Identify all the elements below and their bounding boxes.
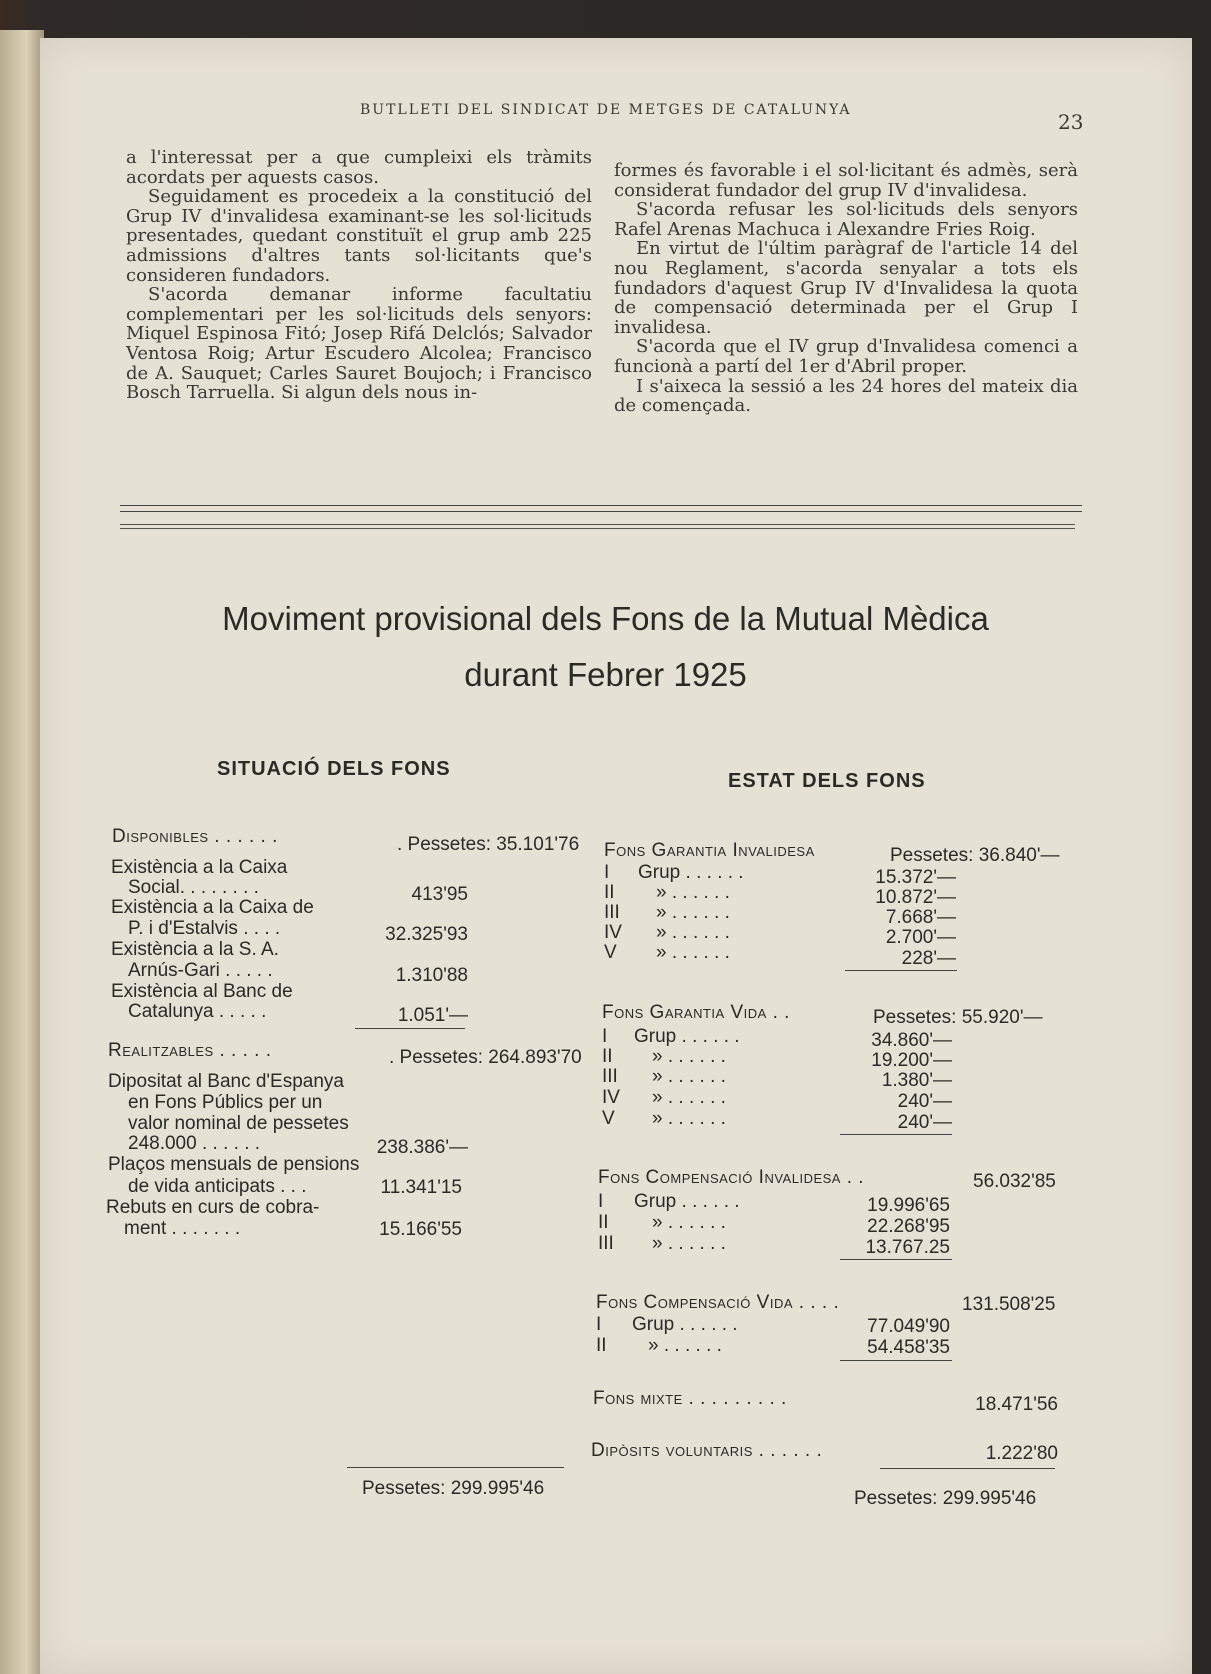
diposits-voluntaris-value: 1.222'80	[985, 1443, 1058, 1464]
line-label: Dipositat al Banc d'Espanya	[108, 1071, 344, 1092]
fund-row-label: » . . . . . .	[652, 1066, 726, 1087]
line-label: Rebuts en curs de cobra-	[106, 1197, 320, 1218]
fund-row-label: » . . . . . .	[652, 1233, 726, 1254]
line-value: 1.310'88	[395, 965, 468, 986]
fund-row-value: 7.668'—	[885, 907, 956, 928]
report-title: Moviment provisional dels Fons de la Mutual Mèdica	[222, 600, 989, 637]
fund-group: IV	[604, 922, 622, 943]
fons-mixte-value: 18.471'56	[975, 1394, 1058, 1415]
fund-total: 131.508'25	[962, 1294, 1056, 1315]
line-label: Existència a la Caixa de	[111, 897, 314, 918]
line-label: 248.000 . . . . . .	[128, 1133, 261, 1154]
fund-row-value: 77.049'90	[867, 1316, 950, 1337]
fund-row-value: 13.767.25	[865, 1237, 950, 1258]
line-label: Catalunya . . . . .	[128, 1001, 267, 1022]
fund-row-value: 15.372'—	[875, 867, 956, 888]
fund-row-label: Grup . . . . . .	[638, 862, 744, 883]
line-value: 238.386'—	[376, 1137, 468, 1158]
line-value: 15.166'55	[379, 1219, 462, 1240]
disponibles-total: . Pessetes: 35.101'76	[397, 834, 580, 855]
fund-group: III	[602, 1066, 618, 1087]
paragraph: S'acorda demanar informe facultatiu complementari per les sol·licituds dels senyors: Miquel Espinosa Fitó; Josep Rifá Delclós; Salvador Ventosa Roig; Artur Escudero Alcolea; Francisco de A. Sauquet; Carles Sauret Boujoch; i Francisco Bosch Tarruella. Si algun dels nous in-	[126, 284, 592, 404]
page-number: 23	[1058, 110, 1084, 134]
fund-group: I	[598, 1191, 604, 1212]
disponibles-label: Disponibles . . . . . .	[112, 826, 278, 847]
fund-row-label: » . . . . . .	[652, 1212, 726, 1233]
total-rule	[880, 1468, 1055, 1469]
fund-row-label: » . . . . . .	[656, 942, 730, 963]
subtotal-rule	[840, 1360, 952, 1361]
paragraph: S'acorda refusar les sol·licituds dels senyors Rafel Arenas Machuca i Alexandre Fries Roig.	[614, 199, 1078, 240]
fund-row-value: 1.380'—	[881, 1070, 952, 1091]
fund-group: II	[598, 1212, 609, 1233]
fund-row-value: 10.872'—	[875, 887, 956, 908]
paragraph: En virtut de l'últim paràgraf de l'article 14 del nou Reglament, s'acorda senyalar a tots els fundadors d'aquest Grup IV d'Invalidesa la quota de compensació determinada per el Grup I invalidesa.	[614, 238, 1078, 338]
line-value: 11.341'15	[380, 1177, 462, 1198]
subtotal-rule	[840, 1134, 952, 1135]
paragraph: Seguidament es procedeix a la constitució del Grup IV d'invalidesa examinant-se les sol·licituds presentades, quedant constituït el grup amb 225 admissions d'altres tants sol·licitants que's consideren fundadors.	[126, 186, 592, 286]
fons-mixte-label: Fons mixte . . . . . . . . .	[593, 1388, 787, 1409]
fund-group: III	[598, 1233, 614, 1254]
fund-row-value: 19.996'65	[867, 1195, 950, 1216]
fund-row-label: » . . . . . .	[656, 882, 730, 903]
fund-row-label: » . . . . . .	[652, 1046, 726, 1067]
fund-row-value: 54.458'35	[867, 1337, 950, 1358]
fund-row-value: 240'—	[897, 1091, 952, 1112]
fund-name: Fons Garantia Vida . .	[602, 1002, 790, 1023]
fund-row-label: » . . . . . .	[652, 1087, 726, 1108]
diposits-voluntaris-label: Dipòsits voluntaris . . . . . .	[591, 1440, 823, 1461]
fund-row-label: » . . . . . .	[656, 902, 730, 923]
fund-row-label: Grup . . . . . .	[634, 1191, 740, 1212]
line-label: Arnús-Gari . . . . .	[128, 960, 273, 981]
line-label: Existència al Banc de	[111, 981, 293, 1002]
paragraph: a l'interessat per a que cumpleixi els tràmits acordats per aquests casos.	[126, 147, 592, 188]
section-heading-estat: ESTAT DELS FONS	[728, 770, 926, 792]
line-label: Social. . . . . . . .	[128, 877, 259, 898]
line-label: Existència a la S. A.	[111, 939, 279, 960]
fund-group: II	[596, 1335, 607, 1356]
fund-name: Fons Compensació Vida . . . .	[596, 1292, 840, 1313]
paragraph: S'acorda que el IV grup d'Invalidesa comenci a funcionà a partí del 1er d'Abril proper.	[614, 336, 1078, 377]
fund-row-value: 2.700'—	[885, 927, 956, 948]
line-label: valor nominal de pessetes	[128, 1113, 349, 1134]
line-value: 1.051'—	[397, 1005, 468, 1026]
line-label: P. i d'Estalvis . . . .	[128, 918, 281, 939]
fund-row-label: » . . . . . .	[648, 1335, 722, 1356]
fund-total: Pessetes: 36.840'—	[890, 845, 1060, 866]
fund-row-label: Grup . . . . . .	[632, 1314, 738, 1335]
line-value: 32.325'93	[385, 924, 468, 945]
fund-row-value: 19.200'—	[871, 1050, 952, 1071]
realitzables-label: Realitzables . . . . .	[108, 1040, 272, 1061]
paragraph: formes és favorable i el sol·licitant és admès, serà considerat fundador del grup IV d'invalidesa.	[614, 160, 1078, 201]
line-label: Existència a la Caixa	[111, 857, 288, 878]
fund-group: V	[602, 1108, 615, 1129]
fund-row-label: » . . . . . .	[656, 922, 730, 943]
fund-row-value: 34.860'—	[871, 1030, 952, 1051]
fund-row-value: 228'—	[901, 948, 956, 969]
line-label: de vida anticipats . . .	[128, 1176, 307, 1197]
fund-name: Fons Garantia Invalidesa	[604, 840, 815, 861]
fund-total: 56.032'85	[973, 1171, 1056, 1192]
line-label: en Fons Públics per un	[128, 1092, 323, 1113]
paragraph: I s'aixeca la sessió a les 24 hores del mateix dia de començada.	[614, 375, 1078, 417]
fund-group: V	[604, 942, 617, 963]
line-label: Plaços mensuals de pensions	[108, 1154, 360, 1175]
running-title: BUTLLETI DEL SINDICAT DE METGES DE CATALUNYA	[360, 102, 852, 118]
estat-grand-total: Pessetes: 299.995'46	[854, 1488, 1037, 1509]
fund-group: III	[604, 902, 620, 923]
fund-row-label: » . . . . . .	[652, 1108, 726, 1129]
fund-group: I	[602, 1026, 608, 1047]
fund-row-label: Grup . . . . . .	[634, 1026, 740, 1047]
subtotal-rule	[840, 1259, 952, 1260]
fund-group: I	[604, 862, 610, 883]
situacio-grand-total: Pessetes: 299.995'46	[362, 1478, 545, 1499]
fund-total: Pessetes: 55.920'—	[873, 1007, 1043, 1028]
subtotal-rule	[845, 970, 957, 971]
fund-group: II	[604, 882, 615, 903]
fund-group: I	[596, 1314, 602, 1335]
fund-row-value: 22.268'95	[867, 1216, 950, 1237]
report-subtitle: durant Febrer 1925	[464, 656, 747, 693]
fund-group: II	[602, 1046, 613, 1067]
section-heading-situacio: SITUACIÓ DELS FONS	[217, 758, 451, 780]
line-value: 413'95	[411, 884, 468, 905]
realitzables-total: . Pessetes: 264.893'70	[389, 1047, 582, 1068]
fund-row-value: 240'—	[897, 1112, 952, 1133]
fund-group: IV	[602, 1087, 620, 1108]
line-label: ment . . . . . . .	[124, 1218, 241, 1239]
fund-name: Fons Compensació Invalidesa . .	[598, 1167, 865, 1188]
